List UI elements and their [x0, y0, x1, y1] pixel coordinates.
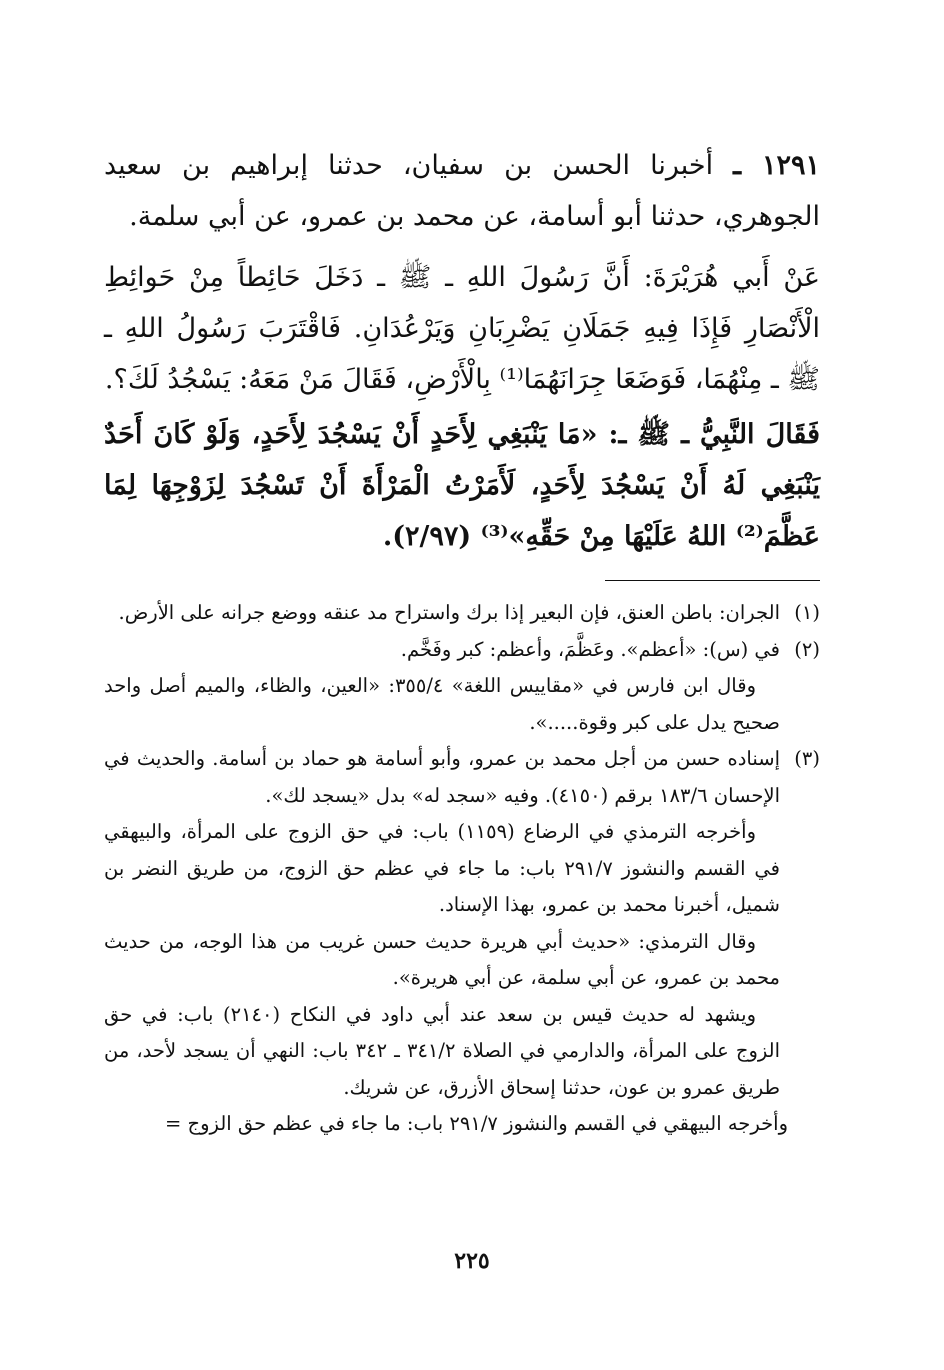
footnote-2-text: في (س): «أعظم». وعَظَّمَ، وأعظم: كبر وفَخَّم. — [400, 637, 780, 661]
prophetic-saying: فَقَالَ النَّبِيُّ ـ ﷺ ـ: «مَا يَنْبَغِي لِأَحَدٍ أَنْ يَسْجُدَ لِأَحَدٍ، وَلَوْ كَانَ أَحَدٌ يَنْبَغِي لَهُ أَنْ يَسْجُدَ لِأَحَدٍ، لَأَمَرْتُ الْمَرْأَةَ أَنْ تَسْجُدَ لِزَوْجِهَا لِمَا عَظَّمَ⁽²⁾ اللهُ عَلَيْهَا مِنْ حَقِّهِ»⁽³⁾ (٢/٩٧). — [104, 419, 820, 552]
footnote-3-marker: (٣) — [794, 747, 820, 770]
footnote-3-continuation-3: ويشهد له حديث قيس بن سعد عند أبي داود في النكاح (٢١٤٠) باب: في حق الزوج على المرأة، والدارمي في الصلاة ٣٤١/٢ ـ ٣٤٢ باب: النهي أن يسجد لأحد، من طريق عمرو بن عون، حدثنا إسحاق الأزرق، عن شريك. — [104, 1002, 780, 1099]
footnote-1-marker: (١) — [794, 601, 820, 624]
footnote-separator — [605, 580, 820, 581]
footnote-3-continuation-4: وأخرجه البيهقي في القسم والنشوز ٢٩١/٧ باب: ما جاء في عظم حق الزوج = — [165, 1112, 788, 1135]
hadith-number: ١٢٩١ ـ — [733, 150, 820, 181]
footnote-3-continuation-2: وقال الترمذي: «حديث أبي هريرة حديث حسن غريب من هذا الوجه، من حديث محمد بن عمرو، عن أبي سلمة، عن أبي هريرة». — [104, 929, 780, 989]
footnote-2-continuation: وقال ابن فارس في «مقاييس اللغة» ٣٥٥/٤: «العين، والظاء، والميم أصل واحد صحيح يدل على كبر وقوة.....». — [104, 674, 780, 734]
footnote-3-continuation-1: وأخرجه الترمذي في الرضاع (١١٥٩) باب: في حق الزوج على المرأة، والبيهقي في القسم والنشوز ٢٩١/٧ باب: ما جاء في عظم حق الزوج، من طريق النضر بن شميل، أخبرنا محمد بن عمرو، بهذا الإسناد. — [104, 820, 780, 916]
page-content — [104, 140, 820, 1143]
hadith-matn: عَنْ أَبي هُرَيْرَةَ: أَنَّ رَسُولَ اللهِ ـ ﷺ ـ دَخَلَ حَائِطاً مِنْ حَوائِطِ الْأَنْصَارِ فَإِذَا فِيهِ جَمَلَانِ يَضْرِبَانِ وَيَرْعُدَانِ. فَاقْتَرَبَ رَسُولُ اللهِ ـ ﷺ ـ مِنْهُمَا، فَوَضَعَا جِرَانَهُمَا⁽¹⁾ بِالْأَرْضِ، فَقَالَ مَنْ مَعَهُ: يَسْجُدُ لَكَ؟. — [104, 262, 820, 395]
footnote-2 — [104, 632, 820, 669]
footnote-3-text: إسناده حسن من أجل محمد بن عمرو، وأبو أسامة هو حماد بن أسامة. والحديث في الإحسان ١٨٣/٦ برقم (٤١٥٠). وفيه «سجد له» بدل «يسجد لك». — [104, 747, 780, 807]
footnote-2-marker: (٢) — [794, 637, 820, 661]
hadith-isnad-paragraph — [104, 140, 820, 242]
footnote-1 — [104, 595, 820, 632]
footnote-3 — [104, 741, 820, 814]
footnote-1-text: الجران: باطن العنق، فإن البعير إذا برك واستراح مد عنقه ووضع جرانه على الأرض. — [118, 601, 780, 624]
hadith-isnad: أخبرنا الحسن بن سفيان، حدثنا إبراهيم بن سعيد الجوهري، حدثنا أبو أسامة، عن محمد بن عمرو، عن أبي سلمة. — [104, 150, 820, 232]
footnotes — [104, 595, 820, 1143]
page-number: ٢٢٥ — [454, 1248, 490, 1274]
